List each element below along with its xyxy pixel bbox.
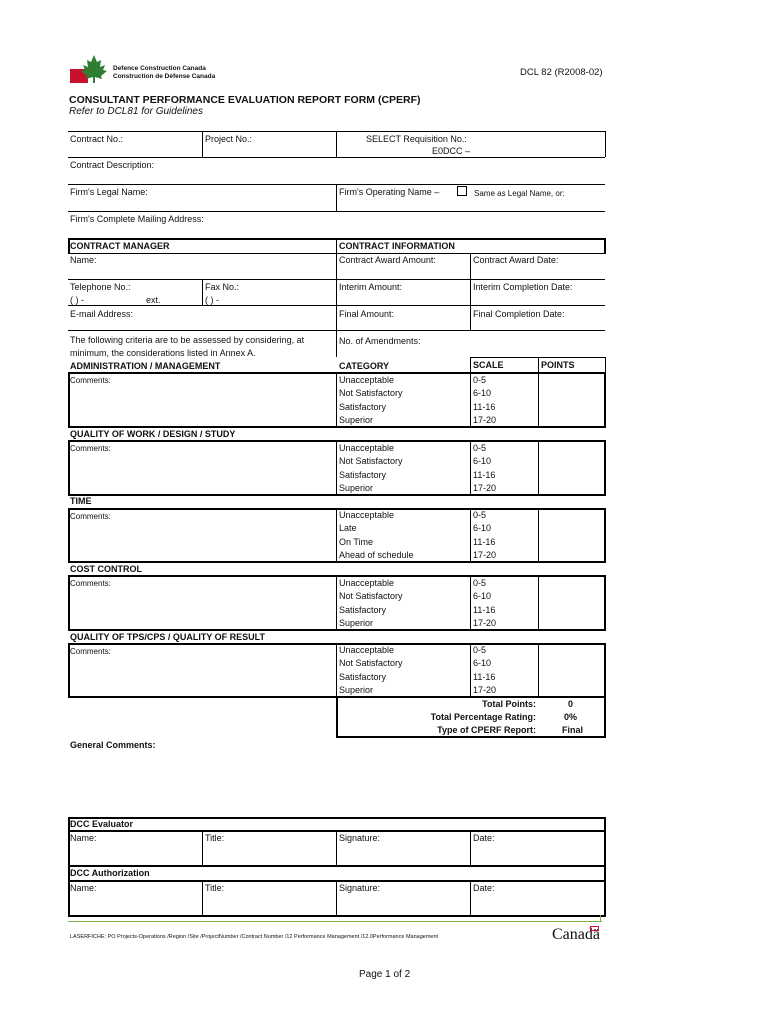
contract-no-label: Contract No.:: [70, 134, 124, 144]
section-title-admin: ADMINISTRATION / MANAGEMENT: [70, 361, 221, 371]
category-list: [339, 442, 403, 495]
evaluator-title-label: Title:: [205, 833, 225, 843]
interim-amount-label: Interim Amount:: [339, 282, 403, 292]
comments-label: Comments:: [70, 512, 111, 521]
scale-item: 0-5: [473, 510, 487, 520]
scale-item: 17-20: [473, 414, 497, 425]
authorization-name-label: Name:: [70, 883, 97, 893]
scale-item: 17-20: [473, 482, 497, 493]
scale-item: 0-5: [473, 578, 487, 588]
footer-rule-tick: [600, 915, 601, 922]
telephone-format: ( ) -: [70, 295, 84, 305]
scale-list: [473, 644, 496, 697]
general-comments-label: General Comments:: [70, 740, 156, 750]
scale-item: 6-10: [473, 658, 492, 669]
authorization-signature-label: Signature:: [339, 883, 381, 893]
total-points-value: 0: [568, 699, 574, 709]
scale-item: 0-5: [473, 645, 487, 655]
comments-label: Comments:: [70, 579, 111, 588]
scale-item: 0-5: [473, 375, 487, 385]
scale-list: [473, 577, 496, 630]
form-title: CONSULTANT PERFORMANCE EVALUATION REPORT FORM (CPERF): [69, 94, 421, 106]
scale-item: 17-20: [473, 684, 497, 695]
contract-description-label: Contract Description:: [70, 160, 155, 170]
canada-flag-icon: [590, 926, 599, 931]
telephone-ext-label: ext.: [146, 295, 161, 305]
scale-list: [473, 442, 496, 495]
scale-item: 6-10: [473, 388, 492, 399]
laserfiche-path: LASERFICHE: PO Projects-Operations /Region /Site /ProjectNumber /Contract Number /12 Performance Management /12.0Performance Management: [70, 934, 439, 940]
category-item: Unacceptable: [339, 645, 395, 655]
form-subtitle: Refer to DCL81 for Guidelines: [69, 106, 203, 117]
fax-format: ( ) -: [205, 295, 219, 305]
category-item: Ahead of schedule: [339, 549, 414, 560]
telephone-label: Telephone No.:: [70, 282, 131, 292]
award-date-label: Contract Award Date:: [473, 255, 559, 265]
manager-name-label: Name:: [70, 255, 97, 265]
amendments-label: No. of Amendments:: [339, 336, 421, 346]
maple-leaf-icon: [70, 53, 110, 85]
category-list: [339, 577, 403, 630]
same-as-legal-checkbox[interactable]: [457, 186, 467, 196]
scale-list: [473, 374, 496, 427]
category-item: On Time: [339, 536, 374, 547]
scale-item: 11-16: [473, 536, 496, 547]
scale-column-header: SCALE: [473, 360, 504, 370]
org-name-fr: Construction de Défense Canada: [113, 73, 216, 80]
scale-list: [473, 509, 496, 562]
category-item: Unacceptable: [339, 578, 395, 588]
category-item: Satisfactory: [339, 469, 387, 480]
scale-item: 6-10: [473, 591, 492, 602]
canada-wordmark: Canadä: [552, 926, 600, 943]
same-as-legal-label: Same as Legal Name, or:: [474, 189, 565, 198]
contract-information-header: CONTRACT INFORMATION: [339, 241, 455, 251]
form-code: DCL 82 (R2008-02): [520, 67, 603, 78]
scale-item: 6-10: [473, 523, 492, 534]
scale-item: 6-10: [473, 456, 492, 467]
category-item: Superior: [339, 482, 374, 493]
category-item: Unacceptable: [339, 510, 395, 520]
evaluator-name-label: Name:: [70, 833, 97, 843]
dcc-logo: [70, 53, 110, 85]
category-item: Satisfactory: [339, 604, 387, 615]
percentage-rating-value: 0%: [564, 712, 578, 722]
category-item: Unacceptable: [339, 443, 395, 453]
category-item: Superior: [339, 414, 374, 425]
scale-item: 11-16: [473, 671, 496, 682]
section-title-time: TIME: [70, 496, 92, 506]
percentage-rating-label: Total Percentage Rating:: [430, 712, 536, 722]
category-item: Not Satisfactory: [339, 591, 403, 602]
category-item: Superior: [339, 684, 374, 695]
category-item: Not Satisfactory: [339, 456, 403, 467]
select-requisition-prefix: E0DCC –: [432, 146, 471, 156]
project-no-label: Project No.:: [205, 134, 253, 144]
evaluator-signature-label: Signature:: [339, 833, 381, 843]
page-number: Page 1 of 2: [359, 969, 411, 980]
firm-mailing-address-label: Firm's Complete Mailing Address:: [70, 214, 204, 224]
section-title-quality-result: QUALITY OF TPS/CPS / QUALITY OF RESULT: [70, 632, 266, 642]
dcc-authorization-header: DCC Authorization: [70, 868, 150, 878]
category-item: Unacceptable: [339, 375, 395, 385]
contract-manager-header: CONTRACT MANAGER: [70, 241, 170, 251]
report-type-label: Type of CPERF Report:: [437, 725, 536, 735]
criteria-note-line2: minimum, the considerations listed in Annex A.: [70, 348, 256, 358]
interim-date-label: Interim Completion Date:: [473, 282, 573, 292]
category-list: [339, 644, 403, 697]
category-column-header: CATEGORY: [339, 361, 390, 371]
category-item: Satisfactory: [339, 401, 387, 412]
section-title-quality-work: QUALITY OF WORK / DESIGN / STUDY: [70, 429, 236, 439]
category-item: Satisfactory: [339, 671, 387, 682]
criteria-note-line1: The following criteria are to be assessed by considering, at: [70, 335, 305, 345]
org-name-en: Defence Construction Canada: [113, 65, 206, 72]
scale-item: 17-20: [473, 617, 497, 628]
category-item: Not Satisfactory: [339, 388, 403, 399]
category-item: Superior: [339, 617, 374, 628]
comments-label: Comments:: [70, 376, 111, 385]
firm-operating-name-label: Firm's Operating Name –: [339, 187, 440, 197]
category-list: [339, 374, 403, 427]
email-label: E-mail Address:: [70, 309, 134, 319]
section-title-cost-control: COST CONTROL: [70, 564, 142, 574]
award-amount-label: Contract Award Amount:: [339, 255, 436, 265]
category-list: [339, 509, 414, 562]
firm-legal-name-label: Firm's Legal Name:: [70, 187, 148, 197]
comments-label: Comments:: [70, 444, 111, 453]
final-date-label: Final Completion Date:: [473, 309, 565, 319]
comments-label: Comments:: [70, 647, 111, 656]
scale-item: 11-16: [473, 469, 496, 480]
final-amount-label: Final Amount:: [339, 309, 395, 319]
category-item: Not Satisfactory: [339, 658, 403, 669]
total-points-label: Total Points:: [482, 699, 536, 709]
scale-item: 17-20: [473, 549, 497, 560]
scale-item: 11-16: [473, 401, 496, 412]
scale-item: 11-16: [473, 604, 496, 615]
authorization-title-label: Title:: [205, 883, 225, 893]
fax-label: Fax No.:: [205, 282, 240, 292]
dcc-evaluator-header: DCC Evaluator: [70, 819, 134, 829]
report-type-value: Final: [562, 725, 584, 735]
evaluator-date-label: Date:: [473, 833, 495, 843]
footer-rule: [68, 921, 602, 922]
points-column-header: POINTS: [541, 360, 575, 370]
scale-item: 0-5: [473, 443, 487, 453]
category-item: Late: [339, 523, 357, 534]
authorization-date-label: Date:: [473, 883, 495, 893]
select-requisition-label: SELECT Requisition No.:: [366, 134, 467, 144]
